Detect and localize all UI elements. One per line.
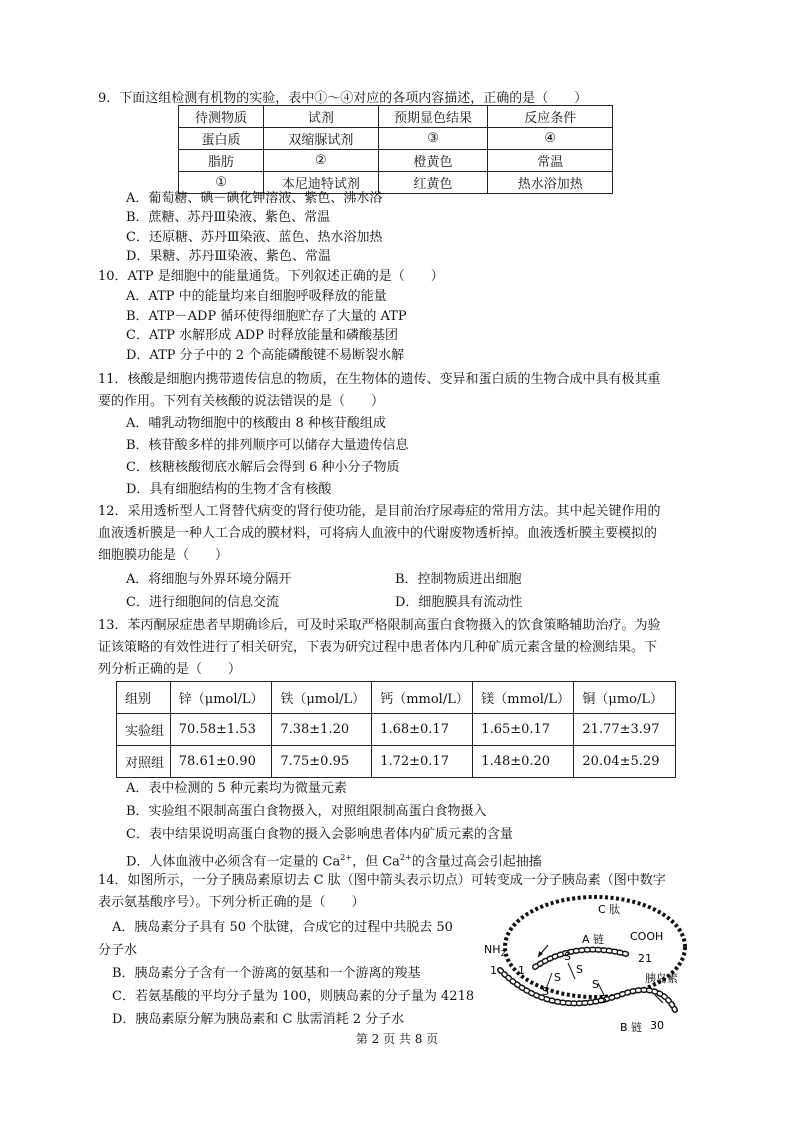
q12-stem-line2: 血液透析膜是一种人工合成的膜材料，可将病人血液中的代谢废物透析掉。血液透析膜主要模拟的: [98, 526, 658, 541]
q13-option-d-part1: D．人体血液中必须含有一定量的 Ca: [126, 854, 341, 870]
q12-stem-line3: 细胞膜功能是（ ）: [98, 548, 229, 563]
q14-option-c: C．若氨基酸的平均分子量为 100，则胰岛素的分子量为 4218: [112, 989, 475, 1004]
table-header: 镁（mmol/L）: [473, 682, 574, 714]
q14-option-a-line2: 分子水: [98, 943, 138, 958]
sulfur-label: S: [592, 978, 599, 991]
table-cell: 70.58±1.53: [170, 714, 272, 746]
q11-option-a: A．哺乳动物细胞中的核酸由 8 种核苷酸组成: [126, 416, 386, 431]
q13-stem-line2: 证该策略的有效性进行了相关研究，下表为研究过程中患者体内几种矿质元素含量的检测结果。下: [98, 640, 658, 655]
table-header: 锌（μmol/L）: [170, 682, 272, 714]
table-cell: 21.77±3.97: [574, 714, 676, 746]
table-header: 试剂: [264, 106, 379, 128]
q13-table: [116, 681, 676, 778]
q14-stem-line1: 14．如图所示，一分子胰岛素原切去 C 肽（图中箭头表示切点）可转变成一分子胰岛素（图中数字: [98, 873, 666, 888]
table-cell: 1.65±0.17: [473, 714, 574, 746]
sulfur-label: S: [576, 963, 583, 976]
table-header: 预期显色结果: [378, 106, 488, 128]
q9-option-a: A．葡萄糖、碘－碘化钾溶液、紫色、沸水浴: [126, 191, 383, 206]
table-cell: 1.72±0.17: [372, 746, 473, 778]
table-cell: 蛋白质: [179, 128, 264, 150]
table-header: 待测物质: [179, 106, 264, 128]
table-row: [179, 106, 613, 128]
table-cell: ②: [264, 150, 379, 172]
q11-stem-line2: 要的作用。下列有关核酸的说法错误的是（ ）: [98, 394, 385, 409]
nh2-text: NH: [484, 943, 501, 956]
residue-1-b: 1: [490, 964, 497, 977]
q12-option-b: B．控制物质进出细胞: [395, 572, 522, 587]
q11-option-d: D．具有细胞结构的生物才含有核酸: [126, 482, 332, 497]
q10-option-d: D．ATP 分子中的 2 个高能磷酸键不易断裂水解: [126, 348, 405, 363]
table-cell: 对照组: [117, 746, 171, 778]
c-peptide-label: C 肽: [598, 903, 621, 916]
cooh-label: COOH: [630, 930, 664, 943]
q9-option-b: B．蔗糖、苏丹Ⅲ染液、紫色、常温: [126, 210, 331, 225]
q11-option-c: C．核糖核酸彻底水解后会得到 6 种小分子物质: [126, 460, 400, 475]
q14-option-d: D．胰岛素原分解为胰岛素和 C 肽需消耗 2 分子水: [112, 1012, 405, 1027]
table-header: 反应条件: [488, 106, 613, 128]
page-footer: 第 2 页 共 8 页: [355, 1032, 439, 1046]
q13-option-a: A．表中检测的 5 种元素均为微量元素: [126, 781, 347, 796]
q14-stem-line2: 表示氨基酸序号）。下列分析正确的是（ ）: [98, 895, 365, 910]
table-cell: 红黄色: [378, 172, 488, 194]
residue-21: 21: [638, 952, 652, 965]
table-row: [117, 682, 676, 714]
sulfur-label: S: [554, 971, 561, 984]
sulfur-label: S: [542, 985, 549, 998]
table-row: [117, 746, 676, 778]
q10-stem: 10．ATP 是细胞中的能量通货。下列叙述正确的是（ ）: [98, 269, 444, 284]
table-cell: 脂肪: [179, 150, 264, 172]
q9-option-d: D．果糖、苏丹Ⅲ染液、紫色、常温: [126, 249, 331, 264]
superscript: 2+: [340, 853, 353, 862]
q13-option-d-part3: 的含量过高会引起抽搐: [411, 854, 542, 870]
q12-option-a: A．将细胞与外界环境分隔开: [126, 572, 292, 587]
q10-option-c: C．ATP 水解形成 ADP 时释放能量和磷酸基团: [126, 328, 398, 343]
nh2-subscript: 2: [500, 949, 506, 958]
q14-option-a-line1: A．胰岛素分子具有 50 个肽键，合成它的过程中共脱去 50: [112, 920, 453, 935]
table-cell: 1.48±0.20: [473, 746, 574, 778]
sulfur-label: S: [600, 993, 607, 1006]
q12-option-d: D．细胞膜具有流动性: [395, 595, 523, 610]
q13-option-d: [126, 848, 542, 871]
residue-1-a: 1: [518, 964, 525, 977]
q13-stem-line3: 列分析正确的是（ ）: [98, 662, 242, 677]
table-row: [179, 150, 613, 172]
table-cell: ④: [488, 128, 613, 150]
table-row: [179, 128, 613, 150]
nh2-label: [484, 943, 506, 958]
q11-option-b: B．核苷酸多样的排列顺序可以储存大量遗传信息: [126, 438, 409, 453]
table-cell: 实验组: [117, 714, 171, 746]
table-header: 组别: [117, 682, 171, 714]
q13-option-c: C．表中结果说明高蛋白食物的摄入会影响患者体内矿质元素的含量: [126, 827, 513, 842]
superscript: 2+: [399, 853, 412, 862]
q9-option-c: C．还原糖、苏丹Ⅲ染液、蓝色、热水浴加热: [126, 230, 383, 245]
insulin-label: 胰岛素: [645, 972, 678, 985]
a-chain-label: A 链: [582, 933, 605, 946]
table-cell: ③: [378, 128, 488, 150]
q13-option-d-part2: ，但 Ca: [352, 854, 400, 870]
q9-stem: 9．下面这组检测有机物的实验，表中①～④对应的各项内容描述，正确的是（ ）: [98, 91, 588, 106]
table-cell: 橙黄色: [378, 150, 488, 172]
table-row: [117, 714, 676, 746]
sulfur-label: S: [564, 950, 571, 963]
table-cell: 7.38±1.20: [272, 714, 372, 746]
table-cell: ①: [179, 172, 264, 194]
b-chain-label: B 链: [620, 1021, 643, 1034]
proinsulin-diagram: [480, 885, 695, 1035]
table-cell: 双缩脲试剂: [264, 128, 379, 150]
table-header: 铜（μmo/L）: [574, 682, 676, 714]
table-cell: 20.04±5.29: [574, 746, 676, 778]
q12-option-c: C．进行细胞间的信息交流: [126, 595, 279, 610]
q14-option-b: B．胰岛素分子含有一个游离的氨基和一个游离的羧基: [112, 966, 421, 981]
q13-option-b: B．实验组不限制高蛋白食物摄入，对照组限制高蛋白食物摄入: [126, 804, 487, 819]
table-cell: 常温: [488, 150, 613, 172]
table-header: 钙（mmol/L）: [372, 682, 473, 714]
table-cell: 热水浴加热: [488, 172, 613, 194]
q12-stem-line1: 12．采用透析型人工肾替代病变的肾行使功能，是目前治疗尿毒症的常用方法。其中起关键作用的: [98, 504, 661, 519]
table-cell: 本尼迪特试剂: [264, 172, 379, 194]
residue-30: 30: [650, 1019, 664, 1032]
table-cell: 78.61±0.90: [170, 746, 272, 778]
table-header: 铁（μmol/L）: [272, 682, 372, 714]
q13-stem-line1: 13．苯丙酮尿症患者早期确诊后，可及时采取严格限制高蛋白食物摄入的饮食策略辅助治疗。为验: [98, 618, 661, 633]
q9-table: [178, 105, 613, 194]
table-cell: 1.68±0.17: [372, 714, 473, 746]
q10-option-b: B．ATP－ADP 循环使得细胞贮存了大量的 ATP: [126, 309, 407, 324]
table-cell: 7.75±0.95: [272, 746, 372, 778]
q10-option-a: A．ATP 中的能量均来自细胞呼吸释放的能量: [126, 289, 387, 304]
q11-stem-line1: 11．核酸是细胞内携带遗传信息的物质，在生物体的遗传、变异和蛋白质的生物合成中具有极其重: [98, 372, 661, 387]
